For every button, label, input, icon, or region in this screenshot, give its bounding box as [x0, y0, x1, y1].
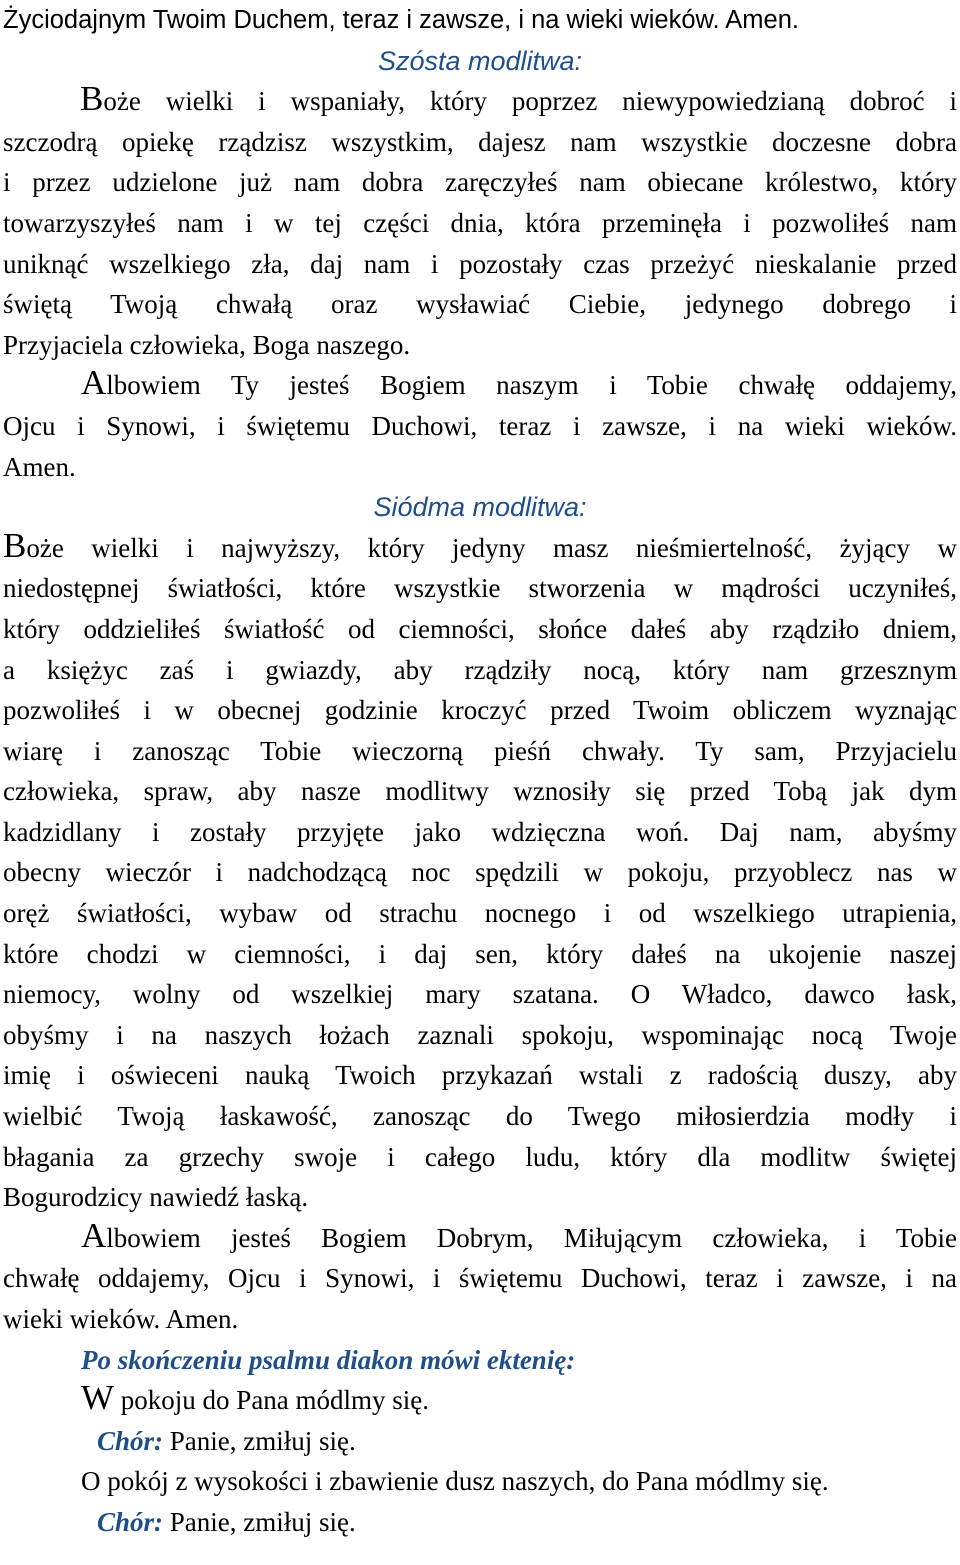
prayer-document [3, 0, 957, 1543]
text-line: Amen. [3, 451, 76, 482]
text-line: i przez udzielone już nam dobra zaręczyłeś nam obiecane królestwo, który [3, 167, 957, 198]
choir-label: Chór: [97, 1506, 164, 1537]
doxology-paragraph-2 [3, 1215, 957, 1340]
drop-cap: W [81, 1378, 115, 1418]
doxology-paragraph-1 [3, 365, 957, 487]
text-line: chwałę oddajemy, Ojcu i Synowi, i świętemu Duchowi, teraz i zawsze, i na [3, 1263, 957, 1294]
text-line: błagania za grzechy swoje i całego ludu, który dla modlitw świętej [3, 1141, 957, 1172]
drop-cap: B [3, 525, 27, 565]
text-line: który oddzieliłeś światłość od ciemności, słońce dałeś aby rządziło dniem, [3, 613, 957, 644]
text-line: świętą Twoją chwałą oraz wysławiać Ciebie, jedynego dobrego i [3, 289, 957, 320]
text-line: towarzyszyłeś nam i w tej części dnia, która przeminęła i pozwoliłeś nam [3, 207, 957, 238]
text-line: człowieka, spraw, aby nasze modlitwy wznosiły się przed Tobą jak dym [3, 776, 957, 807]
choir-response-text: Panie, zmiłuj się. [163, 1506, 356, 1537]
text-line: a księżyc zaś i gwiazdy, aby rządziły nocą, który nam grzesznym [3, 654, 957, 685]
choir-response-1 [3, 1421, 957, 1462]
text-line: niemocy, wolny od wszelkiej mary szatana. O Władco, dawco łask, [3, 979, 957, 1010]
rubric-instruction: Po skończeniu psalmu diakon mówi ektenię: [81, 1344, 576, 1375]
text-line: wieki wieków. Amen. [3, 1304, 239, 1334]
text-line: które chodzi w ciemności, i daj sen, który dałeś na ukojenie naszej [3, 938, 957, 969]
litany-petition-2: O pokój z wysokości i zbawienie dusz naszych, do Pana módlmy się. [81, 1466, 829, 1497]
section-heading-seventh-prayer: Siódma modlitwa: [373, 492, 587, 523]
choir-response-text: Panie, zmiłuj się. [163, 1425, 356, 1456]
text-line: niedostępnej światłości, które wszystkie stworzenia w mądrości uczyniłeś, [3, 573, 957, 604]
sixth-prayer-paragraph [3, 81, 957, 365]
text-line: Przyjaciela człowieka, Boga naszego. [3, 329, 411, 360]
text-line: pozwoliłeś i w obecnej godzinie kroczyć przed Twoim obliczem wyznając [3, 695, 957, 726]
text-line: imię i oświeceni nauką Twoich przykazań wstali z radością duszy, aby [3, 1060, 957, 1091]
text-line: Boże wielki i wspaniały, który poprzez niewypowiedzianą dobroć i [80, 79, 957, 119]
choir-response-2 [3, 1502, 957, 1543]
closing-line: Życiodajnym Twoim Duchem, teraz i zawsze, i na wieki wieków. Amen. [3, 6, 799, 34]
text-line: obecny wieczór i nadchodzącą noc spędzili w pokoju, przyoblecz nas w [3, 857, 957, 888]
litany-petition-1: W pokoju do Pana módlmy się. [81, 1378, 430, 1418]
text-line: Albowiem jesteś Bogiem Dobrym, Miłującym człowieka, i Tobie [81, 1215, 957, 1255]
text-line: Albowiem Ty jesteś Bogiem naszym i Tobie chwałę oddajemy, [81, 363, 957, 403]
seventh-prayer-paragraph [3, 525, 957, 1218]
text-line: Boże wielki i najwyższy, który jedyny masz nieśmiertelność, żyjący w [3, 525, 957, 565]
text-line: Bogurodzicy nawiedź łaską. [3, 1182, 309, 1213]
text-line: szczodrą opiekę rządzisz wszystkim, dajesz nam wszystkie doczesne dobra [3, 126, 957, 157]
drop-cap: A [81, 363, 107, 403]
text-line: wielbić Twoją łaskawość, zanosząc do Twego miłosierdzia modły i [3, 1101, 957, 1132]
text-line: obyśmy i na naszych łożach zaznali spokoju, wspominając nocą Twoje [3, 1019, 957, 1050]
text-line: oręż światłości, wybaw od strachu nocnego i od wszelkiego utrapienia, [3, 898, 957, 929]
section-heading-sixth-prayer: Szósta modlitwa: [377, 45, 583, 76]
text-line: kadzidlany i zostały przyjęte jako wdzięczna woń. Daj nam, abyśmy [3, 816, 957, 847]
choir-label: Chór: [97, 1425, 164, 1456]
drop-cap: B [80, 79, 104, 119]
text-line: Ojcu i Synowi, i świętemu Duchowi, teraz i zawsze, i na wieki wieków. [3, 410, 957, 441]
text-line: wiarę i zanosząc Tobie wieczorną pieśń chwały. Ty sam, Przyjacielu [3, 735, 957, 766]
text-line: uniknąć wszelkiego zła, daj nam i pozostały czas przeżyć nieskalanie przed [3, 248, 957, 279]
drop-cap: A [81, 1215, 107, 1255]
